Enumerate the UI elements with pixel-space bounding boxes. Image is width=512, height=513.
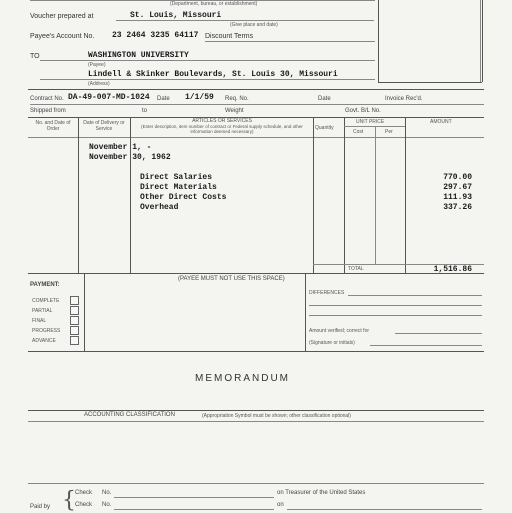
payment-option-progress: PROGRESS [32, 328, 61, 334]
top-right-inner-line [480, 0, 481, 82]
col-quantity-header: Quantity [315, 125, 334, 131]
col-articles-header: ARTICLES OR SERVICES [192, 118, 252, 124]
contract-label: Contract No. [30, 96, 64, 102]
check-no-label-1: No. [102, 490, 112, 496]
col-divider-6 [405, 117, 406, 273]
to-label: TO [30, 53, 40, 60]
weight-label: Weight [225, 108, 244, 114]
accounting-note: (Appropriation Symbol must be shown; other classification optional) [202, 413, 351, 419]
invoice-label: Invoice Rec'd. [385, 96, 423, 102]
req-label: Req. No. [225, 96, 249, 102]
top-right-box-left-edge [378, 0, 379, 82]
payment-option-partial: PARTIAL [32, 308, 53, 314]
period-to: November 30, 1962 [89, 153, 171, 162]
verified-label: Amount verified; correct for [309, 328, 370, 334]
paid-by-label: Paid by [30, 504, 51, 510]
payment-bottom [28, 351, 484, 352]
payee-account-value: 23 2464 3235 64117 [112, 31, 199, 40]
top-right-box-bottom [378, 82, 482, 83]
memorandum-title: MEMORANDUM [195, 373, 290, 384]
col-divider-3 [313, 117, 314, 273]
voucher-prepared-label: Voucher prepared at [30, 13, 94, 20]
col-per-header: Per [385, 129, 393, 135]
table-header-bottom [28, 137, 484, 138]
payee-line [40, 60, 375, 61]
col-cost-header: Cost [353, 129, 364, 135]
accounting-line-2 [28, 483, 484, 484]
item-amount-overhead: 337.26 [443, 203, 472, 212]
item-label-other-direct-costs: Other Direct Costs [140, 193, 227, 202]
top-right-box-right-edge [482, 0, 483, 82]
total-value: 1,516.86 [433, 265, 472, 274]
treasurer-label: on Treasurer of the United States [277, 490, 366, 496]
col-divider-4 [344, 117, 345, 273]
col-divider-5 [375, 126, 376, 264]
payee-caption: (Payee) [88, 62, 106, 68]
payee-space-divider [305, 273, 306, 351]
col-divider-2 [130, 117, 131, 273]
differences-line-3 [309, 315, 482, 316]
dept-caption: (Department, bureau, or establishment) [170, 1, 258, 7]
check-label-2: Check [75, 502, 93, 508]
payment-option-final: FINAL [32, 318, 47, 324]
differences-line-1 [348, 295, 482, 296]
signature-label: (Signature or initials) [309, 340, 355, 346]
dept-line [30, 0, 375, 1]
payee-address: Lindell & Skinker Boulevards, St. Louis 30, Missouri [88, 70, 338, 79]
item-amount-other-direct-costs: 111.93 [443, 193, 472, 202]
col-divider-1 [78, 117, 79, 273]
differences-line-2 [309, 305, 482, 306]
address-caption: (Address) [88, 81, 110, 87]
payment-option-complete: COMPLETE [32, 298, 60, 304]
shipped-label: Shipped from [30, 108, 66, 114]
header-separator [28, 89, 484, 90]
payment-divider [84, 273, 85, 351]
complete-checkbox[interactable] [70, 296, 79, 305]
place-date-caption: (Give place and date) [230, 22, 278, 28]
payee-notice: (PAYEE MUST NOT USE THIS SPACE) [178, 276, 285, 282]
col-order-header: No. and Date of Order [35, 120, 71, 132]
contract-value: DA-49-007-MD-1024 [68, 93, 150, 102]
discount-terms-label: Discount Terms [205, 33, 254, 40]
payee-name: WASHINGTON UNIVERSITY [88, 51, 189, 60]
advance-checkbox[interactable] [70, 336, 79, 345]
check-no-label-2: No. [102, 502, 112, 508]
brace-icon: { [62, 488, 76, 513]
voucher-prepared-value: St. Louis, Missouri [130, 11, 222, 20]
partial-checkbox[interactable] [70, 306, 79, 315]
payment-option-advance: ADVANCE [32, 338, 56, 344]
final-checkbox[interactable] [70, 316, 79, 325]
item-amount-direct-salaries: 770.00 [443, 173, 472, 182]
contract-date-label: Date [157, 96, 170, 102]
item-amount-direct-materials: 297.67 [443, 183, 472, 192]
accounting-top [28, 410, 484, 411]
on-label: on [277, 502, 284, 508]
unit-price-split [344, 126, 405, 127]
date2-label: Date [318, 96, 331, 102]
item-label-direct-salaries: Direct Salaries [140, 173, 213, 182]
payee-account-label: Payee's Account No. [30, 33, 95, 40]
period-from: November 1, - [89, 143, 152, 152]
accounting-bottom [28, 421, 484, 422]
contract-date-value: 1/1/59 [185, 93, 214, 102]
col-unit-price-header: UNIT PRICE [356, 119, 385, 125]
item-label-direct-materials: Direct Materials [140, 183, 217, 192]
on-line [287, 509, 482, 510]
check-line-2 [114, 509, 274, 510]
contract-line [30, 104, 484, 105]
voucher-prepared-line [116, 20, 374, 21]
payment-label: PAYMENT: [30, 282, 60, 288]
item-label-overhead: Overhead [140, 203, 179, 212]
check-line-1 [114, 497, 274, 498]
signature-line [370, 345, 482, 346]
col-articles-sub: (Enter description, item number of contract or Federal supply schedule, and other information deemed necessary) [141, 124, 303, 134]
differences-label: DIFFERENCES [309, 290, 345, 296]
address-line [40, 79, 375, 80]
verified-line [395, 333, 482, 334]
progress-checkbox[interactable] [70, 326, 79, 335]
discount-terms-line [205, 41, 375, 42]
accounting-label: ACCOUNTING CLASSIFICATION [84, 412, 175, 418]
check-label-1: Check [75, 490, 93, 496]
govt-bl-label: Govt. B/L No. [345, 108, 381, 114]
col-amount-header: AMOUNT [430, 119, 452, 125]
shipped-to-label: to [142, 108, 148, 114]
col-delivery-header: Date of Delivery or Service [83, 120, 125, 132]
total-label: TOTAL [348, 266, 364, 272]
